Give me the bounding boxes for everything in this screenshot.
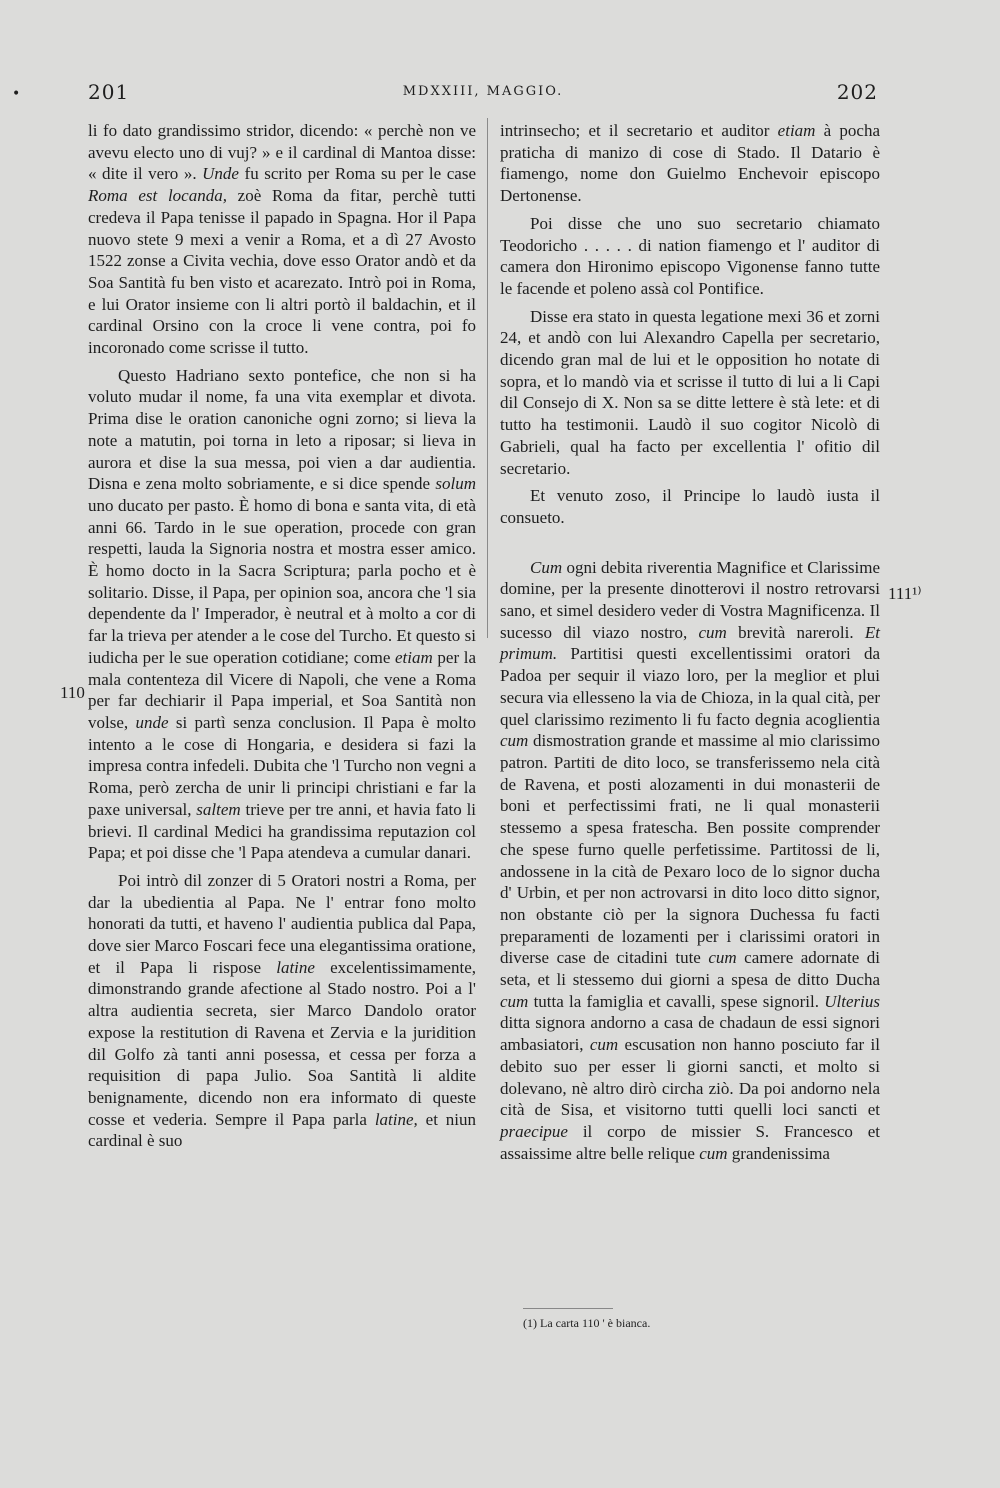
running-title: MDXXIII, MAGGIO. <box>402 84 564 99</box>
text-run: trieve per tre anni, et havia fato li brievi. Il cardinal Medici ha grandissima reputazion col Papa; et poi disse che 'l Papa atendeva a cumular danari. <box>88 799 477 863</box>
text-run: dismostration grande et massime al mio clarissimo patron. Partiti de dito loco, se transferissemo nela cità de Ravena, et posti alozamenti in dui monasterii de boni et perfectissimi frati, ne li qual monasterii stessemo a spesa fratescha. Ben possite comprender che spese furno quelle perfetissime. Partitossi de li, andossene in la cità de Pexaro loco de lo signor ducha d' Urbin, et per non actrovarsi in dito loco ditto signor, non obstante ciò per la signora Duchessa fu facti preparamenti de lozamenti per i clarissimi oratori in diverse case de citadini tute <box>500 731 880 968</box>
left-page-number: 201 <box>88 80 130 104</box>
paragraph <box>88 365 476 864</box>
right-page-number: 202 <box>836 80 878 104</box>
italic-text: cum <box>698 622 727 642</box>
margin-dot: • <box>12 86 21 102</box>
column-divider <box>487 118 488 638</box>
text-run: ogni debita riverentia Magnifice et Clarissime domine, per la presente dinotterovi il nostro retrovarsi sano, et simel desidero veder di Vostra Magnificenza. Il sucesso dil viazo nostro, <box>500 557 880 642</box>
italic-text: praecipue <box>500 1121 568 1141</box>
italic-text: etiam <box>777 121 816 140</box>
text-run: brevità nareroli. <box>726 622 865 642</box>
italic-text: saltem <box>196 799 241 819</box>
page-header <box>88 80 878 110</box>
italic-text: Roma est locanda, <box>88 186 227 206</box>
paragraph <box>500 120 880 207</box>
text-run: grandenissima <box>727 1143 830 1163</box>
text-run: uno ducato per pasto. È homo di bona e santa vita, di età anni 66. Tardo in le sue operation, procede con gran respetti, lauda la Signoria nostra et mostra esser amico. È homo docto in la Sacra Scriptura; parla pocho et è solitario. Disse, il Papa, per opinion soa, ancora che 'l sia dependente da l' Imperador, è neutral et à molto a cor di far la trieva per atender a le cose del Turcho. Et questo si iudicha per le sue operation cotidiane; come <box>88 495 476 667</box>
text-run: il corpo de missier S. Francesco et assaissime altre belle relique <box>500 1121 880 1163</box>
italic-text: solum <box>435 474 476 494</box>
text-run: à pocha praticha di manizo di cose di Stado. Il Datario è fiamengo, nome don Guielmo Enchevoir episcopo Dertonense. <box>500 121 880 206</box>
margin-folio-111: 111¹⁾ <box>888 584 922 603</box>
footnote-divider <box>523 1308 613 1309</box>
italic-text: cum <box>500 991 529 1011</box>
footnote: (1) La carta 110 ' è bianca. <box>523 1316 651 1330</box>
italic-text: latine, <box>374 1109 418 1129</box>
text-run: excelentissimamente, dimonstrando grande afectione al Stado nostro. Poi a l' altra audientia secreta, sier Marco Dandolo orator expose la restitution di Ravena et Zervia e la juridition dil Golfo zà tanti anni posessa, et cessa per forza a requisition di papa Julio. Soa Santità li aldite benignamente, dicendo non era informato di queste cosse et vederia. Sempre il Papa parla <box>88 957 476 1129</box>
margin-folio-110: 110 <box>60 683 85 702</box>
paragraph <box>88 120 476 359</box>
text-run: Poi intrò dil zonzer di 5 Oratori nostri a Roma, per dar la ubedientia al Papa. Ne l' entrar fono molto honorati da tutti, et haveno l' audientia publica dal Papa, dove sier Marco Foscari fece una elegantissima oratione, et il Papa li rispose <box>88 870 476 977</box>
text-run: li fo dato grandissimo stridor, dicendo: « perchè non ve avevu electo uno di vuj? » e il cardinal di Mantoa disse: « dite il vero ». <box>88 121 476 184</box>
italic-text: etiam <box>395 647 433 667</box>
paragraph: Poi disse che uno suo secretario chiamato Teodoricho . . . . . di nation fiamengo et l' auditor di camera don Hironimo episcopo Vigonense fanno tutte le facende et poleno assà col Pontifice. <box>500 213 880 298</box>
paragraph: Et venuto zoso, il Principe lo laudò iusta il consueto. <box>500 486 880 527</box>
left-column <box>88 120 476 1158</box>
text-run: et niun cardinal è suo <box>88 1109 476 1151</box>
italic-text: unde <box>135 712 169 732</box>
italic-text: cum <box>699 1143 728 1163</box>
text-run: tutta la famiglia et cavalli, spese signoril. <box>528 991 825 1011</box>
text-run: Questo Hadriano sexto pontefice, che non si ha voluto mudar il nome, fa una vita exemplar et divota. Prima dise le oration canoniche ogni zorno; si lieva la note a matutin, poi torna in leto a riposar; si lieva in aurora et dise la sua messa, poi vien a dar audientia. Disna e zena molto sobriamente, e si dice spende <box>88 365 476 494</box>
text-run: camere adornate di seta, et li stessemo dui giorni a spesa de ditto Ducha <box>500 948 880 990</box>
italic-text: Cum <box>530 557 563 577</box>
text-run: per la mala contenteza dil Vicere di Napoli, che vene a Roma per far dechiarir il Papa imperial, et Soa Santità non volse, <box>88 647 476 732</box>
right-column <box>500 120 880 1170</box>
text-run: Partitisi questi excellentissimi oratori da Padoa per sequir il viazo loro, per la meglior et plui secura via ellesseno la via de Chioza, in la qual cità, per quel clarissimo rezimento li fu facto degnia acoglientia <box>500 644 880 729</box>
text-run: ditta signora andorno a casa de chadaun de essi signori ambasiatori, <box>500 1013 880 1055</box>
text-run: escusation non hanno posciuto far il debito suo per esser li giorni sancti, et molto si dolevano, nè altro dirò circha ziò. Da poi andorno nela cità de Sisa, et visitorno tutti quelli loci sancti et <box>500 1035 880 1120</box>
italic-text: latine <box>276 957 315 977</box>
text-run: si partì senza conclusion. Il Papa è molto intento a le cose di Hongaria, e desidera si fazi la impresa contra infedeli. Dubita che 'l Turcho non vegni a Roma, però zercha de unir li principi christiani e far la paxe universal, <box>88 712 477 819</box>
paragraph <box>88 870 476 1152</box>
italic-text: Ulterius <box>824 991 880 1011</box>
italic-text: cum <box>708 948 737 968</box>
letter-paragraph <box>500 557 880 1165</box>
paragraph: Disse era stato in questa legatione mexi 36 et zorni 24, et andò con lui Alexandro Capella per secretario, dicendo gran mal de lui et le opposition ho notate di sopra, et lo mandò via et scrisse il tutto di lui a li Capi dil Consejo di X. Non sa se ditte lettere è stà lete: et di tutto ha testimonii. Laudò il suo cogitor Nicolò di Gabrieli, qual ha facto per excellentia l' ofitio dil secretario. <box>500 306 880 478</box>
text-run: zoè Roma da fitar, perchè tutti credeva il Papa tenisse il papado in Spagna. Hor il Papa nuovo stete 9 mexi a venir a Roma, et a dì 27 Avosto 1522 zonse a Civita vechia, dove esso Orator andò et da Soa Santità fu ben visto et acarezato. Intrò poi in Roma, e lui Orator insieme con li altri portò il baldachin, et il cardinal Orsino con la croce li vene contra, poi fo incoronado come scrisse il tutto. <box>88 186 476 358</box>
italic-text: Unde <box>202 164 239 184</box>
text-run: intrinsecho; et il secretario et auditor <box>500 121 778 140</box>
italic-text: cum <box>589 1035 619 1055</box>
italic-text: cum <box>500 731 529 751</box>
text-run: fu scrito per Roma su per le case <box>238 164 476 184</box>
italic-text: Et primum. <box>500 622 880 664</box>
